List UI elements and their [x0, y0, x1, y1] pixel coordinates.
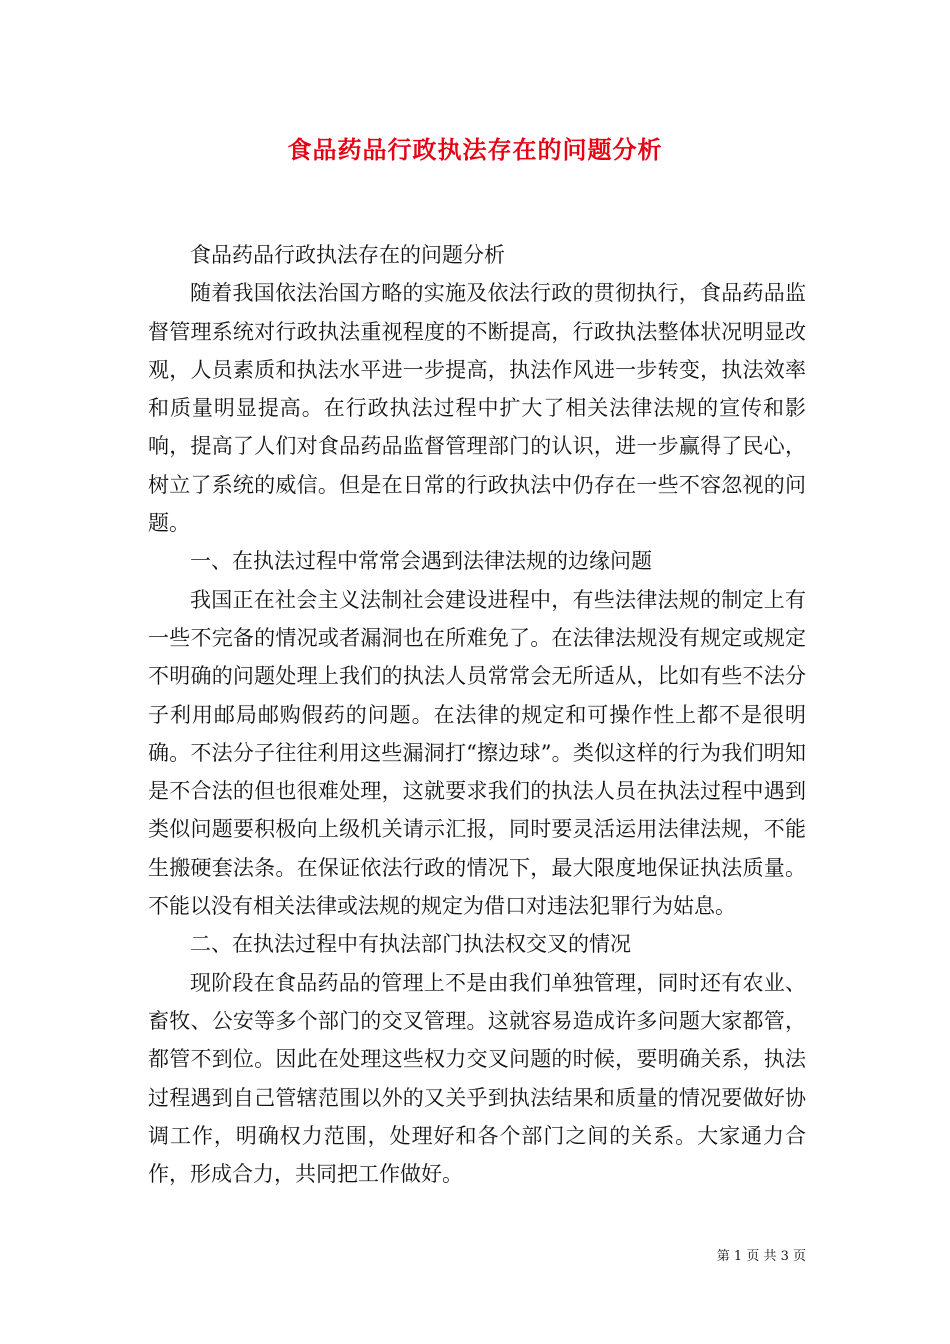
paragraph-intro: 随着我国依法治国方略的实施及依法行政的贯彻执行，食品药品监督管理系统对行政执法重视程度的不断提高，行政执法整体状况明显改观，人员素质和执法水平进一步提高，执法作风进一步转变，执法效率和质量明显提高。在行政执法过程中扩大了相关法律法规的宣传和影响，提高了人们对食品药品监督管理部门的认识，进一步赢得了民心，树立了系统的威信。但是在日常的行政执法中仍存在一些不容忽视的问题。 [148, 281, 806, 536]
section-heading-2: 二、在执法过程中有执法部门执法权交叉的情况 [190, 932, 631, 957]
page-number-footer: 第 1 页 共 3 页 [716, 1249, 806, 1264]
document-subtitle: 食品药品行政执法存在的问题分析 [190, 243, 505, 267]
document-body [148, 236, 806, 1193]
document-title: 食品药品行政执法存在的问题分析 [287, 135, 663, 164]
paragraph-section-2: 现阶段在食品药品的管理上不是由我们单独管理，同时还有农业、畜牧、公安等多个部门的交叉管理。这就容易造成许多问题大家都管，都管不到位。因此在处理这些权力交叉问题的时候，要明确关系，执法过程遇到自己管辖范围以外的又关乎到执法结果和质量的情况要做好协调工作，明确权力范围，处理好和各个部门之间的关系。大家通力合作，形成合力，共同把工作做好。 [148, 970, 806, 1187]
section-heading-1: 一、在执法过程中常常会遇到法律法规的边缘问题 [190, 549, 652, 574]
paragraph-section-1: 我国正在社会主义法制社会建设进程中，有些法律法规的制定上有一些不完备的情况或者漏洞也在所难免了。在法律法规没有规定或规定不明确的问题处理上我们的执法人员常常会无所适从，比如有些不法分子利用邮局邮购假药的问题。在法律的规定和可操作性上都不是很明确。不法分子往往利用这些漏洞打“擦边球”。类似这样的行为我们明知是不合法的但也很难处理，这就要求我们的执法人员在执法过程中遇到类似问题要积极向上级机关请示汇报，同时要灵活运用法律法规，不能生搬硬套法条。在保证依法行政的情况下，最大限度地保证执法质量。不能以没有相关法律或法规的规定为借口对违法犯罪行为姑息。 [148, 587, 806, 919]
